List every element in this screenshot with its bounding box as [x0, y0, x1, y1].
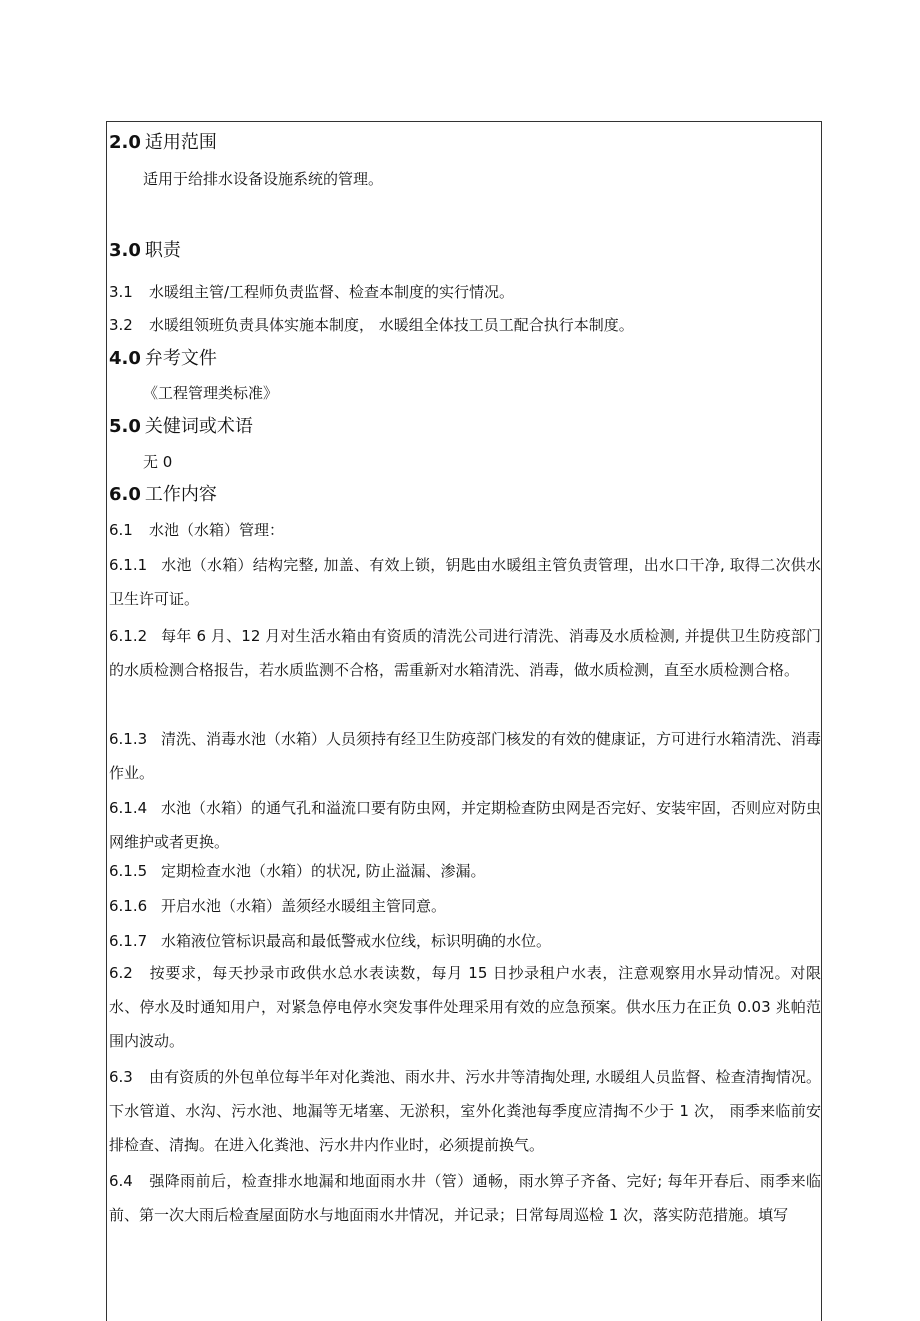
section-title: 职责: [144, 240, 181, 261]
section-number: 3.0: [109, 240, 141, 261]
clause-text: 水暖组领班负责具体实施本制度， 水暖组全体技工员工配合执行本制度。: [149, 316, 634, 334]
section-4-body: 《工程管理类标准》: [143, 384, 279, 402]
clause-number: 6.1.4: [109, 799, 148, 817]
clause-text: 由有资质的外包单位每半年对化粪池、雨水井、污水井等清掏处理, 水暖组人员监督、检查清掏情况。下水管道、水沟、污水池、地漏等无堵塞、无淤积，室外化粪池每季度应清掏不少于 1 次， 雨季来临前安排检查、清掏。在进入化粪池、污水井内作业时，必须提前换气。: [109, 1068, 821, 1154]
clause-6-1-3: [109, 722, 821, 790]
section-4-heading: [109, 344, 217, 374]
clause-number: 6.4: [109, 1172, 133, 1190]
section-number: 5.0: [109, 416, 141, 437]
clause-6-1-4: [109, 791, 821, 859]
section-5-body: 无 0: [143, 453, 173, 471]
clause-number: 6.1.3: [109, 730, 148, 748]
section-title: 适用范围: [144, 132, 217, 153]
clause-6-2: [109, 956, 821, 1058]
clause-number: 6.1.7: [109, 932, 148, 950]
clause-number: 6.1.1: [109, 556, 148, 574]
clause-text: 水箱液位管标识最高和最低警戒水位线，标识明确的水位。: [161, 932, 552, 950]
clause-6-3: [109, 1060, 821, 1162]
clause-number: 6.3: [109, 1068, 133, 1086]
clause-text: 水池（水箱）的通气孔和溢流口要有防虫网，并定期检查防虫网是否完好、安装牢固，否则应对防虫网维护或者更换。: [109, 799, 822, 851]
clause-number: 3.2: [109, 316, 133, 334]
clause-number: 6.1.2: [109, 627, 148, 645]
clause-text: 强降雨前后，检查排水地漏和地面雨水井（管）通畅，雨水箅子齐备、完好; 每年开春后、雨季来临前、第一次大雨后检查屋面防水与地面雨水井情况，并记录；日常每周巡检 1 次，落实防范措施。填写: [109, 1172, 821, 1224]
clause-6-1-5: [109, 859, 486, 883]
clause-6-1-6: [109, 894, 446, 918]
section-title: 工作内容: [144, 484, 217, 505]
section-6-heading: [109, 480, 217, 510]
clause-text: 水暖组主管/工程师负责监督、检查本制度的实行情况。: [149, 283, 515, 301]
clause-text: 开启水池（水箱）盖须经水暖组主管同意。: [161, 897, 447, 915]
clause-3-1: [109, 280, 514, 304]
clause-6-1-2: [109, 619, 821, 687]
section-title: 关健词或术语: [144, 416, 253, 437]
section-title: 弁考文件: [144, 348, 217, 369]
section-2-body: 适用于给排水设备设施系统的管理。: [143, 170, 384, 188]
clause-text: 水池（水箱）结构完整, 加盖、有效上锁，钥匙由水暖组主管负责管理，出水口干净, 取得二次供水卫生许可证。: [109, 556, 821, 608]
clause-number: 6.1: [109, 521, 133, 539]
clause-text: 清洗、消毒水池（水箱）人员须持有经卫生防疫部门核发的有效的健康证，方可进行水箱清洗、消毒作业。: [109, 730, 822, 782]
section-number: 2.0: [109, 132, 141, 153]
clause-number: 6.1.5: [109, 862, 148, 880]
section-number: 6.0: [109, 484, 141, 505]
clause-text: 每年 6 月、12 月对生活水箱由有资质的清洗公司进行清洗、消毒及水质检测, 并提供卫生防疫部门的水质检测合格报告，若水质监测不合格，需重新对水箱清洗、消毒，做水质检测，直至水质检测合格。: [109, 627, 821, 679]
section-number: 4.0: [109, 348, 141, 369]
clause-text: 定期检查水池（水箱）的状况, 防止溢漏、渗漏。: [161, 862, 486, 880]
clause-text: 按要求，每天抄录市政供水总水表读数，每月 15 日抄录租户水表，注意观察用水异动情况。对限水、停水及时通知用户，对紧急停电停水突发事件处理采用有效的应急预案。供水压力在正负 0.03 兆帕范围内波动。: [109, 964, 821, 1050]
clause-6-1-1: [109, 548, 821, 616]
clause-6-1-7: [109, 929, 551, 953]
section-5-heading: [109, 412, 253, 442]
clause-6-4: [109, 1164, 821, 1232]
section-3-heading: [109, 236, 181, 266]
clause-6-1: [109, 518, 284, 542]
clause-3-2: [109, 313, 634, 337]
clause-number: 3.1: [109, 283, 133, 301]
clause-text: 水池（水箱）管理：: [149, 521, 285, 539]
section-2-heading: [109, 128, 217, 158]
clause-number: 6.2: [109, 964, 133, 982]
clause-number: 6.1.6: [109, 897, 148, 915]
